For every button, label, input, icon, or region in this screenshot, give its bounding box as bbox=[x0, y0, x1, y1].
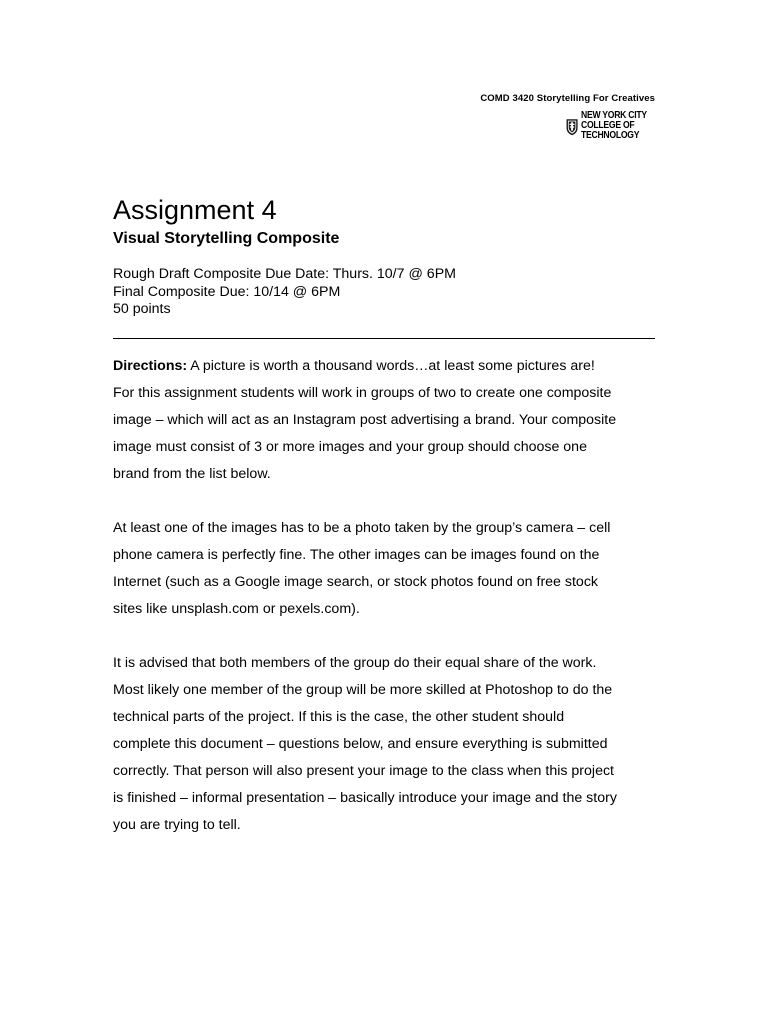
course-header: COMD 3420 Storytelling For Creatives bbox=[480, 93, 655, 104]
paragraph-2-line-4: sites like unsplash.com or pexels.com). bbox=[113, 601, 360, 617]
logo-line-2: COLLEGE OF bbox=[581, 120, 635, 131]
points-value: 50 points bbox=[113, 301, 171, 317]
paragraph-1-line-3: image – which will act as an Instagram post advertising a brand. Your composite bbox=[113, 412, 617, 428]
paragraph-3-line-6: is finished – informal presentation – basically introduce your image and the story bbox=[113, 790, 617, 806]
logo-line-3: TECHNOLOGY bbox=[581, 130, 640, 141]
paragraph-1 bbox=[113, 353, 658, 488]
paragraph-3-line-7: you are trying to tell. bbox=[113, 817, 241, 833]
logo-line-1: NEW YORK CITY bbox=[581, 110, 648, 121]
paragraph-1-line-4: image must consist of 3 or more images and your group should choose one bbox=[113, 439, 587, 455]
paragraph-3-line-2: Most likely one member of the group will be more skilled at Photoshop to do the bbox=[113, 682, 613, 698]
directions-label: Directions: bbox=[113, 358, 188, 374]
paragraph-3-line-3: technical parts of the project. If this is the case, the other student should bbox=[113, 709, 565, 725]
paragraph-2 bbox=[113, 515, 658, 623]
final-due: Final Composite Due: 10/14 @ 6PM bbox=[113, 283, 341, 300]
paragraph-2-line-1: At least one of the images has to be a photo taken by the group’s camera – cell bbox=[113, 520, 611, 536]
assignment-title: Assignment 4 bbox=[113, 195, 277, 225]
paragraph-1-line-1 bbox=[113, 353, 658, 380]
paragraph-1-line-2: For this assignment students will work in groups of two to create one composite bbox=[113, 385, 612, 401]
horizontal-divider bbox=[113, 338, 655, 339]
assignment-subtitle: Visual Storytelling Composite bbox=[113, 230, 340, 247]
directions-body bbox=[113, 353, 658, 866]
paragraph-2-line-2: phone camera is perfectly fine. The other images can be images found on the bbox=[113, 547, 600, 563]
paragraph-2-line-3: Internet (such as a Google image search, or stock photos found on free stock bbox=[113, 574, 599, 590]
rough-draft-due: Rough Draft Composite Due Date: Thurs. 10/7 @ 6PM bbox=[113, 266, 456, 282]
paragraph-3 bbox=[113, 650, 658, 839]
due-dates-block bbox=[113, 266, 456, 319]
paragraph-3-line-5: correctly. That person will also present your image to the class when this project bbox=[113, 763, 614, 779]
college-logo bbox=[566, 111, 656, 145]
paragraph-1-first-line: A picture is worth a thousand words…at least some pictures are! bbox=[187, 358, 595, 374]
paragraph-1-line-5: brand from the list below. bbox=[113, 466, 271, 482]
paragraph-3-line-1: It is advised that both members of the group do their equal share of the work. bbox=[113, 655, 597, 671]
logo-wordmark bbox=[581, 111, 647, 141]
city-tech-seal-icon bbox=[566, 111, 578, 143]
paragraph-3-line-4: complete this document – questions below, and ensure everything is submitted bbox=[113, 736, 608, 752]
